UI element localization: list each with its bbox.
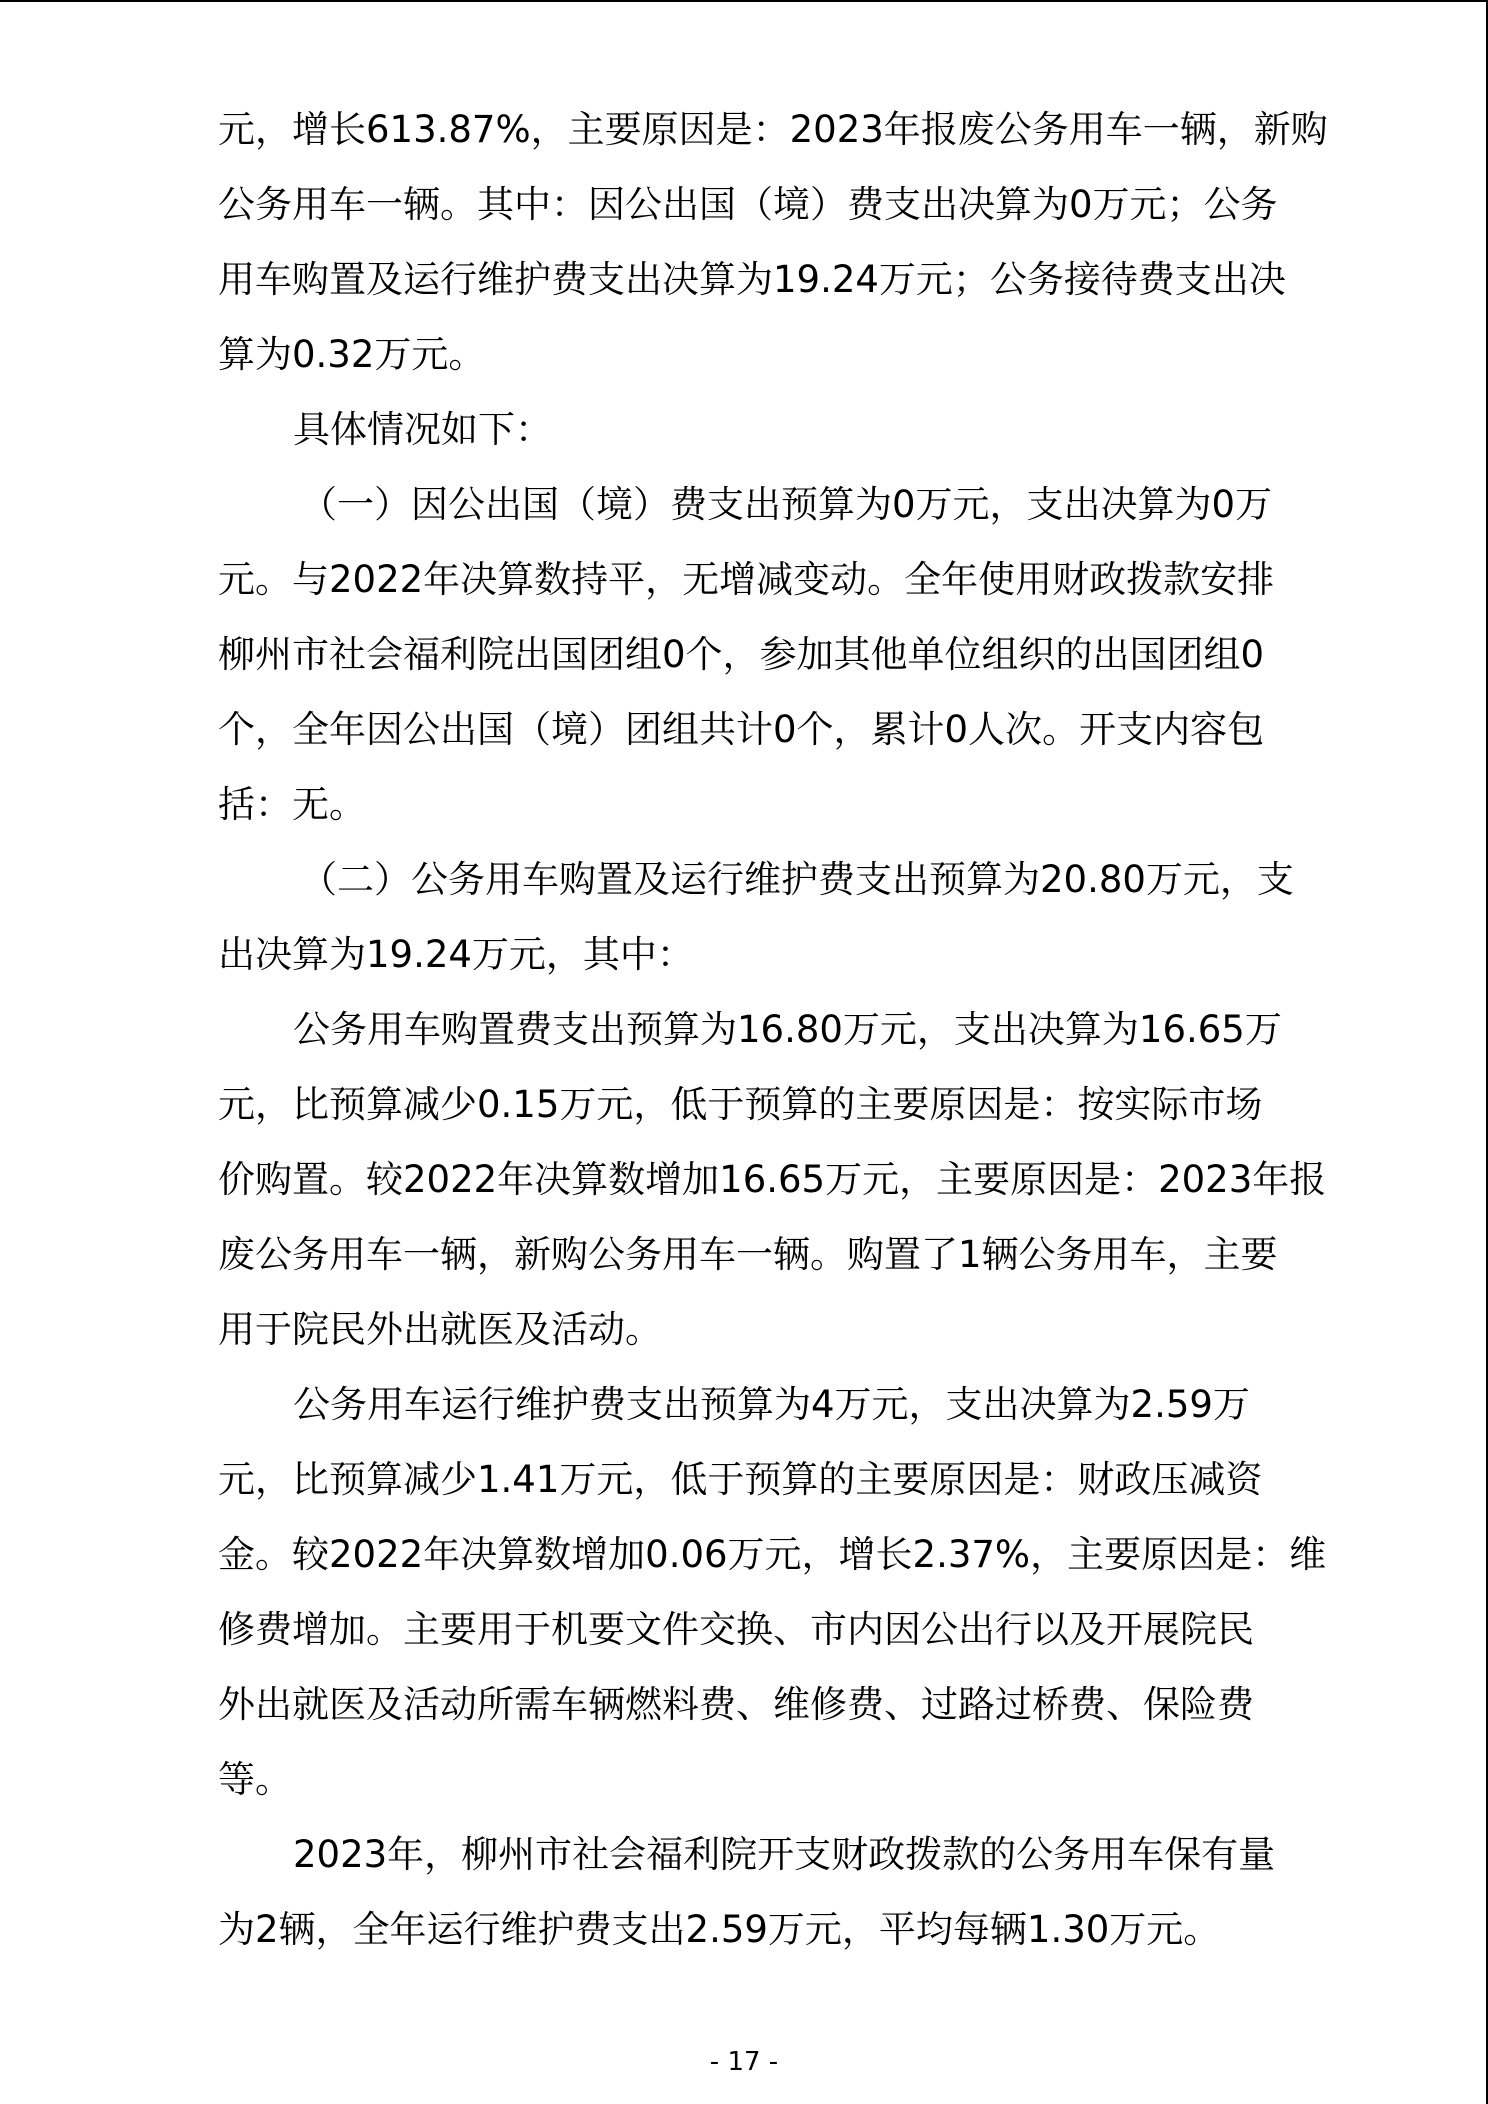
text-line: 修费增加。主要用于机要文件交换、市内因公出行以及开展院民 — [218, 1608, 1254, 1651]
text-line: 出决算为19.24万元，其中： — [218, 933, 694, 976]
text-line: 用车购置及运行维护费支出决算为19.24万元；公务接待费支出决 — [218, 258, 1286, 301]
text-line: 元，比预算减少1.41万元，低于预算的主要原因是：财政压减资 — [218, 1458, 1263, 1501]
text-line: 金。较2022年决算数增加0.06万元，增长2.37%，主要原因是：维 — [218, 1533, 1327, 1576]
paragraph-start: 公务用车购置费支出预算为16.80万元，支出决算为16.65万 — [293, 1008, 1282, 1051]
text-line: 等。 — [218, 1758, 292, 1801]
section-heading-line: （二）公务用车购置及运行维护费支出预算为20.80万元，支 — [300, 858, 1294, 901]
text-line: 元，比预算减少0.15万元，低于预算的主要原因是：按实际市场 — [218, 1083, 1263, 1126]
text-line: 为2辆，全年运行维护费支出2.59万元，平均每辆1.30万元。 — [218, 1908, 1221, 1951]
text-line: 算为0.32万元。 — [218, 333, 486, 376]
document-body — [218, 92, 1328, 1967]
text-line: 个，全年因公出国（境）团组共计0个，累计0人次。开支内容包 — [218, 708, 1265, 751]
paragraph-start: 2023年，柳州市社会福利院开支财政拨款的公务用车保有量 — [293, 1833, 1276, 1876]
paragraph-start: 具体情况如下： — [293, 408, 552, 451]
text-line: 用于院民外出就医及活动。 — [218, 1308, 662, 1351]
text-line: 公务用车一辆。其中：因公出国（境）费支出决算为0万元；公务 — [218, 183, 1278, 226]
text-line: 价购置。较2022年决算数增加16.65万元，主要原因是：2023年报 — [218, 1158, 1327, 1201]
text-line: 废公务用车一辆，新购公务用车一辆。购置了1辆公务用车，主要 — [218, 1233, 1278, 1276]
text-line: 柳州市社会福利院出国团组0个，参加其他单位组织的出国团组0 — [218, 633, 1265, 676]
paragraph-start: 公务用车运行维护费支出预算为4万元，支出决算为2.59万 — [293, 1383, 1250, 1426]
text-line: 元，增长613.87%，主要原因是：2023年报废公务用车一辆，新购 — [218, 108, 1328, 151]
text-line: 外出就医及活动所需车辆燃料费、维修费、过路过桥费、保险费 — [218, 1683, 1254, 1726]
text-line: 括：无。 — [218, 783, 366, 826]
text-line: 元。与2022年决算数持平，无增减变动。全年使用财政拨款安排 — [218, 558, 1275, 601]
page-number: - 17 - — [709, 2047, 779, 2077]
section-heading-line: （一）因公出国（境）费支出预算为0万元，支出决算为0万 — [300, 483, 1273, 526]
page-border-top — [0, 0, 1488, 2]
